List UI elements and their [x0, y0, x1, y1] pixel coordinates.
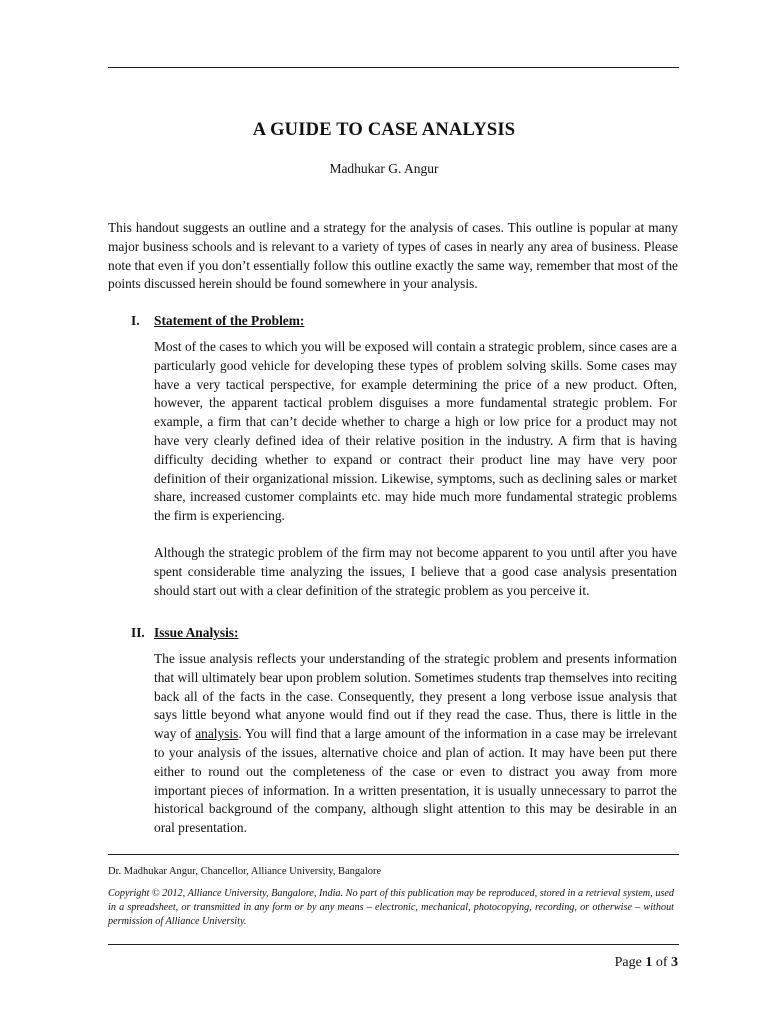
page-of: of: [655, 955, 668, 970]
section-heading-problem-statement: [131, 313, 304, 329]
document-title: A GUIDE TO CASE ANALYSIS: [252, 120, 516, 140]
section-paragraph: Although the strategic problem of the firm may not become apparent to you until after you have spent considerable time analyzing the issues, I believe that a good case analysis presentation should start out with a clear definition of the strategic problem as you perceive it.: [154, 545, 677, 598]
page-number: [615, 955, 678, 971]
paragraph-text: The issue analysis reflects your understanding of the strategic problem and presents information that will ultimately bear upon problem solution. Sometimes students trap themselves into reciting back all of the facts in the case. Consequently, they present a long verbose issue analysis that says little beyond what anyone would find out if they read the case. Thus, there is little in the way of: [154, 651, 677, 742]
section-paragraph: [154, 650, 677, 838]
page-total: 3: [671, 955, 678, 970]
page-number-rule: [108, 944, 679, 945]
section-number: II.: [131, 625, 145, 640]
intro-paragraph: This handout suggests an outline and a strategy for the analysis of cases. This outline is popular at many major business schools and is relevant to a variety of types of cases in nearly any area of business. Please note that even if you don’t essentially follow this outline exactly the same way, remember that most of the points discussed herein should be found somewhere in your analysis.: [108, 220, 678, 292]
footer-copyright: Copyright © 2012, Alliance University, Bangalore, India. No part of this publication may be reproduced, stored in a retrieval system, used in a spreadsheet, or transmitted in any form or by any means – electronic, mechanical, photocopying, recording, or otherwise – without permission of Alliance University.: [108, 888, 674, 928]
analysis-underlined-word: analysis: [195, 726, 239, 742]
top-rule: [108, 67, 679, 68]
page-current: 1: [645, 955, 653, 970]
document-author: Madhukar G. Angur: [329, 161, 439, 176]
paragraph-text: . You will find that a large amount of the information in a case may be irrelevant to your analysis of the issues, alternative choice and plan of action. It may have been put there either to round out the completeness of the case or even to distract you away from more important pieces of information. In a written presentation, it is usually unnecessary to parrot the historical background of the company, although slight attention to this may be desirable in an oral presentation.: [154, 726, 677, 836]
page-label: Page: [614, 955, 642, 970]
section-paragraph: Most of the cases to which you will be exposed will contain a strategic problem, since cases are a particularly good vehicle for developing these types of problem solving skills. Some cases may have a very tactical perspective, for example determining the price of a new product. Often, however, the apparent tactical problem disguises a more fundamental strategic problem. For example, a firm that can’t decide whether to charge a high or low price for a product may not have very clearly defined idea of their relative position in the industry. A firm that is having difficulty deciding whether to expand or contract their product line may have very poor definition of their organizational mission. Likewise, symptoms, such as declining sales or market share, increased customer complaints etc. may hide much more fundamental strategic problems the firm is experiencing.: [154, 339, 677, 524]
footer-rule: [108, 854, 679, 855]
section-title: Issue Analysis:: [154, 625, 239, 640]
section-number: I.: [131, 313, 140, 328]
section-heading-issue-analysis: [131, 625, 238, 641]
footer-affiliation: Dr. Madhukar Angur, Chancellor, Alliance University, Bangalore: [108, 866, 382, 877]
section-title: Statement of the Problem:: [154, 313, 305, 328]
